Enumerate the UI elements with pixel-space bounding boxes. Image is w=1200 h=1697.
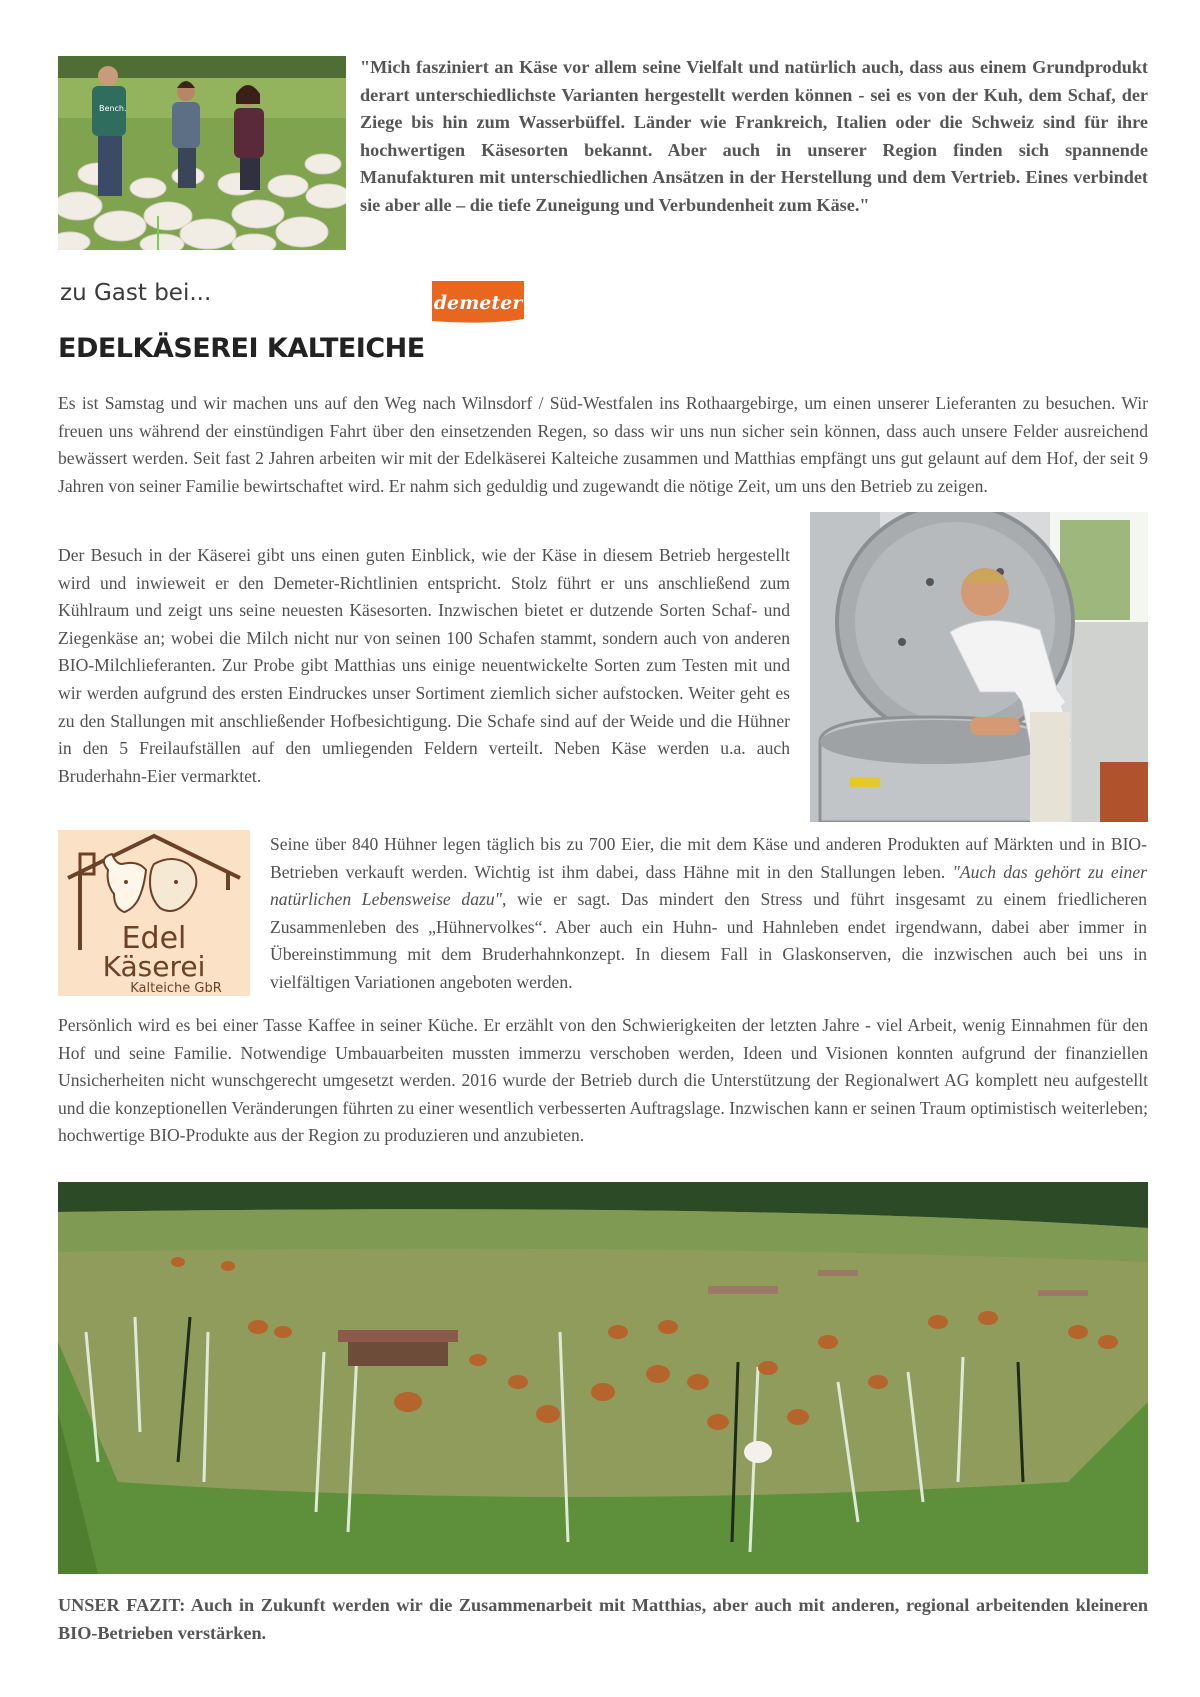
- farmer-quote: "Auch das gehört zu einer natürlichen Lebensweise dazu": [270, 861, 1147, 910]
- farm-photo-sheep: [58, 56, 346, 250]
- paragraph-chickens-part2: , wie er sagt. Das mindert den Stress und führt insgesamt zu einem friedlicheren Zusammenleben des „Hühnervolkes“. Aber auch ein Huhn- und Hahnleben endet irgendwann, dabei aber immer in Übereinstimmung mit dem Bruderhahnkonzept. In diesem Fall in Glaskonserven, die inzwischen auch bei uns in vielfältigen Variationen angeboten werden.: [270, 889, 1148, 992]
- intro-quote: "Mich fasziniert an Käse vor allem seine Vielfalt und natürlich auch, dass aus einem Grundprodukt derart unterschiedlichste Varianten hergestellt werden können - sei es von der Kuh, dem Schaf, der Ziege bis hin zum Wasserbüffel. Länder wie Frankreich, Italien oder die Schweiz sind für ihre hochwertigen Käsesorten bekannt. Aber auch in unserer Region finden sich spannende Manufakturen mit unterschiedlichen Ansätzen in der Herstellung und dem Vertrieb. Eines verbindet sie aber alle – die tiefe Zuneigung und Verbundenheit zum Käse.": [360, 57, 1148, 215]
- paragraph-personal: Persönlich wird es bei einer Tasse Kaffee in seiner Küche. Er erzählt von den Schwierigkeiten der letzten Jahre - viel Arbeit, wenig Einnahmen für den Hof und seine Familie. Notwendige Umbauarbeiten mussten immerzu verschoben werden, Ideen und Visionen konnten aufgrund der finanziellen Unsicherheiten nicht wunschgerecht umgesetzt werden. 2016 wurde der Betrieb durch die Unterstützung der Regionalwert AG komplett neu aufgestellt und die konzeptionellen Veränderungen führten zu einer wesentlich verbesserten Auftragslage. Inzwischen kann er seinen Traum optimistisch weiterleben; hochwertige BIO-Produkte aus der Region zu produzieren und anzubieten.: [58, 1015, 1148, 1146]
- paragraph-intro: Es ist Samstag und wir machen uns auf den Weg nach Wilnsdorf / Süd-Westfalen ins Rothaargebirge, um einen unserer Lieferanten zu besuchen. Wir freuen uns während der einstündigen Fahrt über den einsetzenden Regen, so dass wir uns nun sicher sein können, dass auch unsere Felder ausreichend bewässert werden. Seit fast 2 Jahren arbeiten wir mit der Edelkäserei Kalteiche zusammen und Matthias empfängt uns gut gelaunt auf dem Hof, der seit 9 Jahren von seiner Familie bewirtschaftet wird. Er nahm sich geduldig und zugewandt die nötige Zeit, um uns den Betrieb zu zeigen.: [58, 393, 1148, 496]
- conclusion: UNSER FAZIT: Auch in Zukunft werden wir die Zusammenarbeit mit Matthias, aber auch mit anderen, regional arbeitenden kleineren BIO-Betrieben verstärken.: [58, 1595, 1148, 1643]
- logo-line-kalteiche: Kalteiche GbR: [130, 981, 222, 996]
- logo-line-edel: Edel: [121, 921, 187, 956]
- demeter-logo: [430, 279, 526, 325]
- paragraph-visit: Der Besuch in der Käserei gibt uns einen guten Einblick, wie der Käse in diesem Betrieb hergestellt wird und inwieweit er den Demeter-Richtlinien entspricht. Stolz führt er uns anschließend zum Kühlraum und zeigt uns seine neuesten Käsesorten. Inzwischen bietet er dutzende Sorten Schaf- und Ziegenkäse an; wobei die Milch nicht nur von seinen 100 Schafen stammt, sondern auch von anderen BIO-Milchlieferanten. Zur Probe gibt Matthias uns einige neuentwickelte Sorten zum Testen mit und wir werden aufgrund des ersten Eindruckes unser Sortiment ziemlich sicher aufstocken. Weiter geht es zu den Stallungen mit anschließender Hofbesichtigung. Die Schafe sind auf der Weide und die Hühner in den 5 Freilaufställen auf den umliegenden Feldern verteilt. Neben Käse werden u.a. auch Bruderhahn-Eier vermarktet.: [58, 545, 790, 786]
- logo-line-kaeserei: Käserei: [102, 950, 206, 983]
- edelkaeserei-logo: [58, 830, 250, 996]
- paragraph-chickens-part1: Seine über 840 Hühner legen täglich bis zu 700 Eier, die mit dem Käse und anderen Produkten auf Märkten und in BIO-Betrieben verkauft werden. Wichtig ist ihm dabei, dass Hähne mit in den Stallungen leben.: [270, 834, 1147, 882]
- shirt-text: Bench.: [99, 104, 127, 113]
- guest-label: zu Gast bei...: [60, 280, 212, 306]
- paragraph-chickens: [270, 831, 1147, 997]
- demeter-logo-text: demeter: [433, 292, 523, 314]
- page-title: EDELKÄSEREI KALTEICHE: [58, 333, 425, 364]
- chicken-pasture-photo: [58, 1182, 1148, 1574]
- cheese-vat-photo: [810, 512, 1148, 822]
